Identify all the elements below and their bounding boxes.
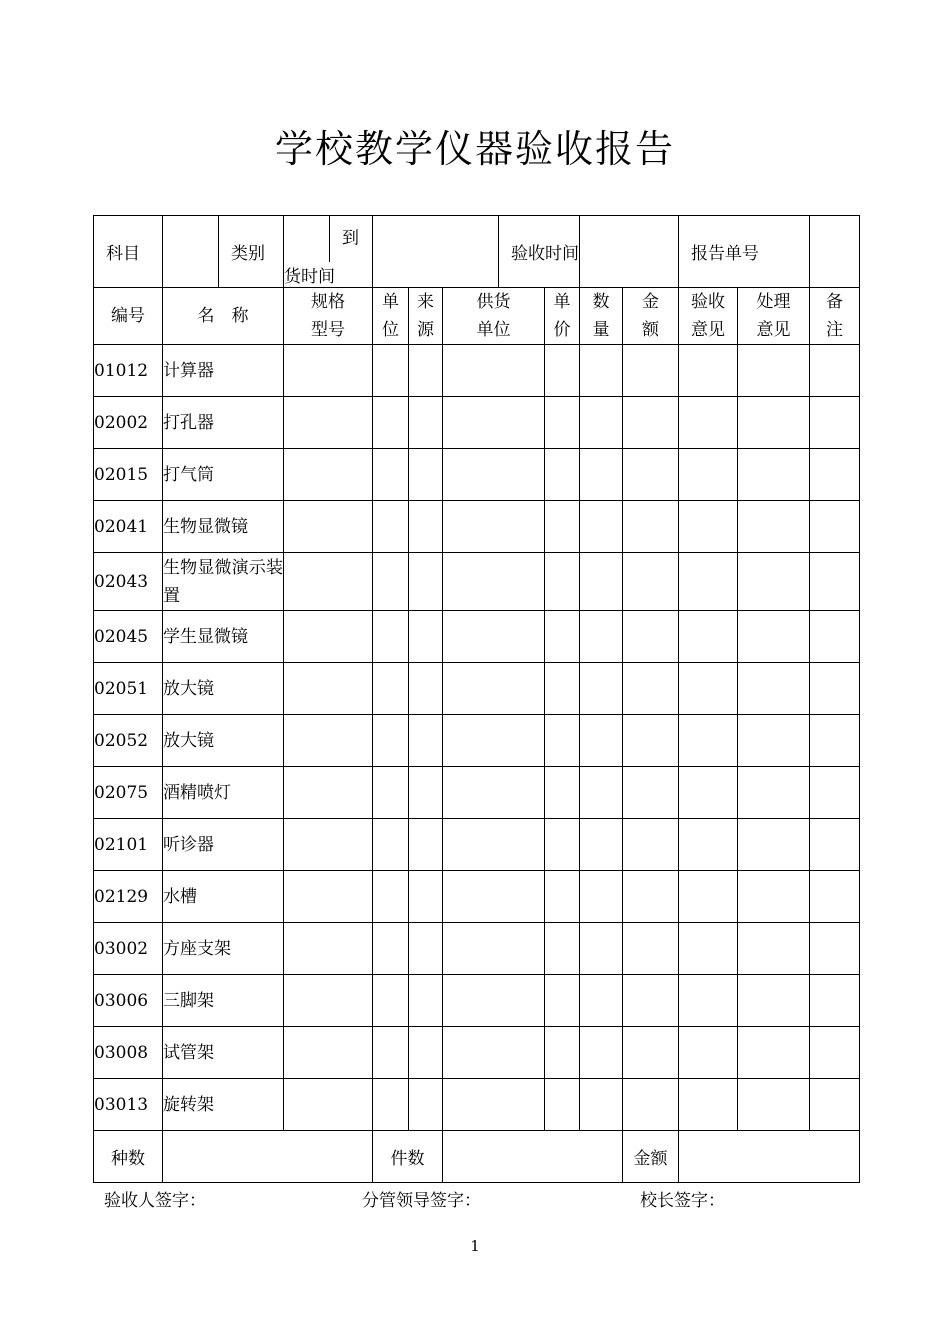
cell-unit[interactable] <box>373 1027 409 1079</box>
leader-signature: 分管领导签字： <box>362 1191 481 1211</box>
cell-supplier[interactable] <box>443 663 545 715</box>
cell-price[interactable] <box>545 397 580 449</box>
principal-signature: 校长签字： <box>640 1191 725 1211</box>
cell-handling[interactable] <box>738 715 810 767</box>
cell-source[interactable] <box>409 663 443 715</box>
cell-remark[interactable] <box>810 1079 860 1131</box>
cell-handling[interactable] <box>738 923 810 975</box>
table-row <box>94 715 860 767</box>
cell-quantity[interactable] <box>580 871 623 923</box>
cell-price[interactable] <box>545 1079 580 1131</box>
arrival-time-text: 到货时间 <box>284 228 359 287</box>
table-row <box>94 819 860 871</box>
cell-handling[interactable] <box>738 975 810 1027</box>
cell-supplier[interactable] <box>443 397 545 449</box>
page-title: 学校教学仪器验收报告 <box>274 127 675 171</box>
kinds-label: 种数 <box>94 1131 163 1183</box>
cell-amount[interactable] <box>623 923 679 975</box>
cell-remark[interactable] <box>810 1027 860 1079</box>
cell-spec[interactable] <box>284 397 373 449</box>
cell-remark[interactable] <box>810 819 860 871</box>
cell-source[interactable] <box>409 345 443 397</box>
cell-source[interactable] <box>409 449 443 501</box>
cell-handling[interactable] <box>738 1079 810 1131</box>
acceptance-time-field[interactable] <box>580 216 679 288</box>
cell-quantity[interactable] <box>580 611 623 663</box>
cell-remark[interactable] <box>810 345 860 397</box>
cell-spec[interactable] <box>284 923 373 975</box>
cell-spec[interactable] <box>284 871 373 923</box>
col-name: 名 称 <box>163 288 284 345</box>
item-name: 放大镜 <box>163 663 284 715</box>
cell-price[interactable] <box>545 923 580 975</box>
table-row <box>94 1027 860 1079</box>
table-row <box>94 923 860 975</box>
cell-opinion[interactable] <box>679 553 738 611</box>
item-name: 试管架 <box>163 1027 284 1079</box>
cell-amount[interactable] <box>623 871 679 923</box>
cell-amount[interactable] <box>623 767 679 819</box>
cell-amount[interactable] <box>623 449 679 501</box>
cell-spec[interactable] <box>284 1027 373 1079</box>
cell-source[interactable] <box>409 1027 443 1079</box>
table-row <box>94 611 860 663</box>
report-no-field[interactable] <box>810 216 860 288</box>
item-name: 打气筒 <box>163 449 284 501</box>
cell-quantity[interactable] <box>580 663 623 715</box>
col-handling: 处理 意见 <box>738 288 810 345</box>
cell-unit[interactable] <box>373 1079 409 1131</box>
cell-price[interactable] <box>545 1027 580 1079</box>
cell-price[interactable] <box>545 663 580 715</box>
col-code: 编号 <box>94 288 163 345</box>
cell-unit[interactable] <box>373 923 409 975</box>
cell-remark[interactable] <box>810 871 860 923</box>
cell-remark[interactable] <box>810 923 860 975</box>
cell-quantity[interactable] <box>580 397 623 449</box>
cell-quantity[interactable] <box>580 1027 623 1079</box>
cell-quantity[interactable] <box>580 1079 623 1131</box>
col-quantity: 数 量 <box>580 288 623 345</box>
col-supplier: 供货 单位 <box>443 288 545 345</box>
cell-supplier[interactable] <box>443 553 545 611</box>
inspector-signature: 验收人签字： <box>104 1191 206 1211</box>
cell-supplier[interactable] <box>443 449 545 501</box>
cell-price[interactable] <box>545 345 580 397</box>
cell-handling[interactable] <box>738 449 810 501</box>
cell-unit[interactable] <box>373 345 409 397</box>
cell-supplier[interactable] <box>443 767 545 819</box>
cell-handling[interactable] <box>738 501 810 553</box>
cell-price[interactable] <box>545 767 580 819</box>
cell-handling[interactable] <box>738 611 810 663</box>
cell-supplier[interactable] <box>443 975 545 1027</box>
acceptance-table <box>93 215 860 1183</box>
table-row <box>94 975 860 1027</box>
cell-amount[interactable] <box>623 611 679 663</box>
item-name: 水槽 <box>163 871 284 923</box>
cell-spec[interactable] <box>284 663 373 715</box>
cell-amount[interactable] <box>623 345 679 397</box>
report-no-label: 报告单号 <box>679 216 810 288</box>
cell-amount[interactable] <box>623 1079 679 1131</box>
cell-amount[interactable] <box>623 975 679 1027</box>
item-code: 02045 <box>94 611 163 663</box>
item-code: 02002 <box>94 397 163 449</box>
cell-source[interactable] <box>409 975 443 1027</box>
item-code: 02043 <box>94 553 163 611</box>
col-price: 单 价 <box>545 288 580 345</box>
cell-source[interactable] <box>409 871 443 923</box>
cell-price[interactable] <box>545 553 580 611</box>
item-code: 01012 <box>94 345 163 397</box>
cell-source[interactable] <box>409 923 443 975</box>
item-name: 打孔器 <box>163 397 284 449</box>
cell-price[interactable] <box>545 449 580 501</box>
item-name: 生物显微镜 <box>163 501 284 553</box>
cell-opinion[interactable] <box>679 345 738 397</box>
header-row-columns <box>94 288 860 345</box>
cell-unit[interactable] <box>373 819 409 871</box>
cell-quantity[interactable] <box>580 975 623 1027</box>
cell-unit[interactable] <box>373 663 409 715</box>
cell-unit[interactable] <box>373 715 409 767</box>
cell-spec[interactable] <box>284 975 373 1027</box>
cell-amount[interactable] <box>623 553 679 611</box>
subject-label: 科目 <box>94 216 163 288</box>
cell-spec[interactable] <box>284 715 373 767</box>
col-spec: 规格 型号 <box>284 288 373 345</box>
item-name: 放大镜 <box>163 715 284 767</box>
cell-remark[interactable] <box>810 663 860 715</box>
table-row <box>94 553 860 611</box>
cell-opinion[interactable] <box>679 819 738 871</box>
cell-spec[interactable] <box>284 501 373 553</box>
cell-price[interactable] <box>545 975 580 1027</box>
cell-amount[interactable] <box>623 1027 679 1079</box>
cell-opinion[interactable] <box>679 611 738 663</box>
cell-remark[interactable] <box>810 449 860 501</box>
item-name: 学生显微镜 <box>163 611 284 663</box>
cell-opinion[interactable] <box>679 663 738 715</box>
cell-unit[interactable] <box>373 501 409 553</box>
cell-spec[interactable] <box>284 611 373 663</box>
table-row <box>94 871 860 923</box>
item-code: 03006 <box>94 975 163 1027</box>
cell-quantity[interactable] <box>580 553 623 611</box>
cell-amount[interactable] <box>623 715 679 767</box>
cell-quantity[interactable] <box>580 501 623 553</box>
arrival-time-label <box>284 216 373 288</box>
cell-quantity[interactable] <box>580 345 623 397</box>
cell-source[interactable] <box>409 819 443 871</box>
item-code: 03008 <box>94 1027 163 1079</box>
cell-price[interactable] <box>545 501 580 553</box>
cell-opinion[interactable] <box>679 975 738 1027</box>
cell-opinion[interactable] <box>679 715 738 767</box>
item-code: 02052 <box>94 715 163 767</box>
col-unit: 单 位 <box>373 288 409 345</box>
item-code: 02051 <box>94 663 163 715</box>
cell-opinion[interactable] <box>679 1027 738 1079</box>
footer-row <box>94 1131 860 1183</box>
table-row <box>94 501 860 553</box>
pieces-label: 件数 <box>373 1131 443 1183</box>
cell-price[interactable] <box>545 871 580 923</box>
cell-quantity[interactable] <box>580 767 623 819</box>
cell-source[interactable] <box>409 1079 443 1131</box>
cell-opinion[interactable] <box>679 1079 738 1131</box>
cell-handling[interactable] <box>738 397 810 449</box>
item-name: 听诊器 <box>163 819 284 871</box>
cell-handling[interactable] <box>738 819 810 871</box>
cell-unit[interactable] <box>373 975 409 1027</box>
cell-opinion[interactable] <box>679 767 738 819</box>
cell-unit[interactable] <box>373 449 409 501</box>
cell-spec[interactable] <box>284 767 373 819</box>
cell-supplier[interactable] <box>443 501 545 553</box>
cell-supplier[interactable] <box>443 1027 545 1079</box>
kinds-field[interactable] <box>163 1131 373 1183</box>
cell-opinion[interactable] <box>679 397 738 449</box>
cell-quantity[interactable] <box>580 715 623 767</box>
cell-spec[interactable] <box>284 345 373 397</box>
cell-handling[interactable] <box>738 553 810 611</box>
cell-handling[interactable] <box>738 345 810 397</box>
cell-supplier[interactable] <box>443 715 545 767</box>
cell-source[interactable] <box>409 611 443 663</box>
item-code: 02101 <box>94 819 163 871</box>
arrival-time-field[interactable] <box>373 216 499 288</box>
cell-opinion[interactable] <box>679 871 738 923</box>
col-source: 来 源 <box>409 288 443 345</box>
cell-remark[interactable] <box>810 975 860 1027</box>
category-label: 类别 <box>219 216 284 288</box>
item-name: 方座支架 <box>163 923 284 975</box>
pieces-field[interactable] <box>443 1131 623 1183</box>
cell-handling[interactable] <box>738 871 810 923</box>
item-name: 生物显微演示装置 <box>163 553 284 611</box>
cell-price[interactable] <box>545 611 580 663</box>
cell-opinion[interactable] <box>679 501 738 553</box>
cell-spec[interactable] <box>284 1079 373 1131</box>
col-amount: 金 额 <box>623 288 679 345</box>
cell-quantity[interactable] <box>580 923 623 975</box>
cell-source[interactable] <box>409 553 443 611</box>
cell-remark[interactable] <box>810 767 860 819</box>
col-remark: 备 注 <box>810 288 860 345</box>
cell-supplier[interactable] <box>443 871 545 923</box>
cell-remark[interactable] <box>810 553 860 611</box>
category-field[interactable] <box>284 216 330 262</box>
item-code: 02075 <box>94 767 163 819</box>
cell-price[interactable] <box>545 819 580 871</box>
cell-quantity[interactable] <box>580 819 623 871</box>
cell-unit[interactable] <box>373 871 409 923</box>
item-code: 02015 <box>94 449 163 501</box>
cell-remark[interactable] <box>810 501 860 553</box>
cell-source[interactable] <box>409 501 443 553</box>
cell-source[interactable] <box>409 715 443 767</box>
cell-handling[interactable] <box>738 1027 810 1079</box>
cell-supplier[interactable] <box>443 345 545 397</box>
table-row <box>94 397 860 449</box>
item-name: 酒精喷灯 <box>163 767 284 819</box>
cell-handling[interactable] <box>738 663 810 715</box>
cell-spec[interactable] <box>284 449 373 501</box>
amount-field[interactable] <box>679 1131 860 1183</box>
cell-opinion[interactable] <box>679 449 738 501</box>
cell-price[interactable] <box>545 715 580 767</box>
item-code: 03013 <box>94 1079 163 1131</box>
cell-source[interactable] <box>409 397 443 449</box>
cell-opinion[interactable] <box>679 923 738 975</box>
item-name: 三脚架 <box>163 975 284 1027</box>
table-row <box>94 345 860 397</box>
cell-spec[interactable] <box>284 819 373 871</box>
item-code: 02129 <box>94 871 163 923</box>
cell-amount[interactable] <box>623 397 679 449</box>
item-rows <box>94 345 860 1131</box>
cell-unit[interactable] <box>373 767 409 819</box>
cell-remark[interactable] <box>810 397 860 449</box>
table-row <box>94 767 860 819</box>
cell-unit[interactable] <box>373 553 409 611</box>
cell-unit[interactable] <box>373 397 409 449</box>
item-code: 03002 <box>94 923 163 975</box>
amount-label: 金额 <box>623 1131 679 1183</box>
item-name: 计算器 <box>163 345 284 397</box>
cell-amount[interactable] <box>623 663 679 715</box>
cell-remark[interactable] <box>810 715 860 767</box>
cell-supplier[interactable] <box>443 819 545 871</box>
cell-unit[interactable] <box>373 611 409 663</box>
cell-supplier[interactable] <box>443 1079 545 1131</box>
cell-spec[interactable] <box>284 553 373 611</box>
header-row-info <box>94 216 860 288</box>
page-number: 1 <box>470 1237 480 1255</box>
subject-field[interactable] <box>163 216 219 288</box>
item-name: 旋转架 <box>163 1079 284 1131</box>
table-row <box>94 663 860 715</box>
table-row <box>94 1079 860 1131</box>
item-code: 02041 <box>94 501 163 553</box>
cell-amount[interactable] <box>623 819 679 871</box>
acceptance-time-label: 验收时间 <box>499 216 580 288</box>
cell-quantity[interactable] <box>580 449 623 501</box>
col-opinion: 验收 意见 <box>679 288 738 345</box>
cell-supplier[interactable] <box>443 611 545 663</box>
cell-amount[interactable] <box>623 501 679 553</box>
cell-supplier[interactable] <box>443 923 545 975</box>
cell-source[interactable] <box>409 767 443 819</box>
table-row <box>94 449 860 501</box>
cell-remark[interactable] <box>810 611 860 663</box>
cell-handling[interactable] <box>738 767 810 819</box>
